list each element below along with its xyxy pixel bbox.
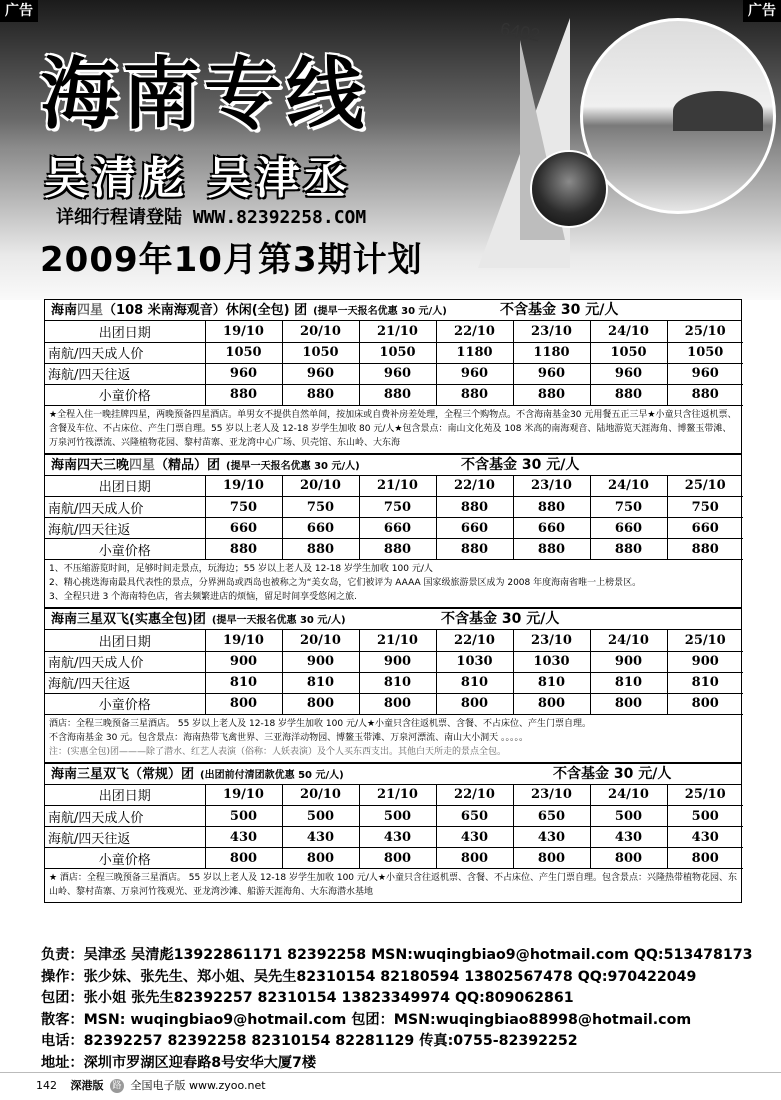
price-row bbox=[45, 848, 743, 869]
date-cell: 24/10 bbox=[590, 785, 667, 806]
price-cell: 800 bbox=[667, 693, 743, 714]
price-cell: 880 bbox=[513, 539, 590, 560]
tour-note bbox=[45, 715, 741, 763]
price-cell: 880 bbox=[590, 384, 667, 405]
ad-tag-right: 广告 bbox=[743, 0, 781, 22]
edition-label: 深港版 bbox=[70, 1079, 104, 1092]
price-cell: 1050 bbox=[282, 342, 359, 363]
price-cell: 660 bbox=[513, 518, 590, 539]
date-cell: 23/10 bbox=[513, 476, 590, 497]
price-cell: 500 bbox=[359, 806, 436, 827]
price-row-label: 小童价格 bbox=[45, 693, 205, 714]
price-cell: 960 bbox=[667, 363, 743, 384]
date-cell: 22/10 bbox=[436, 321, 513, 342]
price-cell: 800 bbox=[436, 848, 513, 869]
price-cell: 500 bbox=[205, 806, 282, 827]
price-cell: 800 bbox=[282, 693, 359, 714]
date-row-label: 出团日期 bbox=[45, 476, 205, 497]
tour-title-title-b: （精品）团 bbox=[155, 457, 221, 473]
tour-title-title-a: 海南三星双飞（常规）团 bbox=[51, 766, 195, 782]
price-cell: 880 bbox=[436, 539, 513, 560]
price-cell: 810 bbox=[513, 672, 590, 693]
price-cell: 880 bbox=[436, 384, 513, 405]
price-cell: 660 bbox=[205, 518, 282, 539]
price-cell: 960 bbox=[590, 363, 667, 384]
price-cell: 900 bbox=[590, 651, 667, 672]
fund-note: 不含基金 30 元/人 bbox=[553, 765, 672, 782]
price-cell: 660 bbox=[667, 518, 743, 539]
footer-site: 全国电子版 www.zyoo.net bbox=[130, 1079, 266, 1092]
tour-note-line: 注：(实惠全包)团———除了潜水、红艺人表演（俗称：人妖表演）及个人买东西支出。其他白天所走的景点全包。 bbox=[49, 746, 507, 757]
price-cell: 810 bbox=[590, 672, 667, 693]
price-row bbox=[45, 827, 743, 848]
price-cell: 430 bbox=[667, 827, 743, 848]
hero-plan: 2009年10月第3期计划 bbox=[40, 240, 423, 280]
price-row-label: 海航/四天往返 bbox=[45, 672, 205, 693]
date-cell: 20/10 bbox=[282, 476, 359, 497]
date-cell: 23/10 bbox=[513, 630, 590, 651]
price-row-label: 小童价格 bbox=[45, 848, 205, 869]
price-row bbox=[45, 539, 743, 560]
contact-block bbox=[41, 945, 761, 1074]
date-cell: 25/10 bbox=[667, 476, 743, 497]
hero-title: 海南专线 bbox=[40, 49, 369, 140]
island-shape bbox=[673, 91, 763, 131]
price-cell: 500 bbox=[282, 806, 359, 827]
price-cell: 800 bbox=[590, 693, 667, 714]
date-cell: 21/10 bbox=[359, 630, 436, 651]
price-table bbox=[45, 476, 743, 561]
price-cell: 880 bbox=[205, 384, 282, 405]
tour-title bbox=[45, 609, 741, 630]
tour-note-line: 2、精心挑选海南最具代表性的景点，分界洲岛或西岛也被称之为“美女岛，它们被评为 AAAA 国家级旅游景区成为 2008 年度海南省唯一上榜景区。 bbox=[49, 578, 642, 588]
price-cell: 1180 bbox=[513, 342, 590, 363]
price-row bbox=[45, 672, 743, 693]
price-cell: 810 bbox=[359, 672, 436, 693]
contact-line: 散客：MSN: wuqingbiao9@hotmail.com 包团：MSN:wuqingbiao88998@hotmail.com bbox=[41, 1011, 692, 1028]
price-cell: 810 bbox=[205, 672, 282, 693]
price-row-label: 南航/四天成人价 bbox=[45, 497, 205, 518]
price-cell: 900 bbox=[205, 651, 282, 672]
beach-circle-photo bbox=[580, 18, 776, 214]
price-cell: 880 bbox=[590, 539, 667, 560]
price-cell: 880 bbox=[205, 539, 282, 560]
price-cell: 430 bbox=[282, 827, 359, 848]
tour-title-title-a: 海南三星双飞(实惠全包)团 bbox=[51, 612, 206, 627]
page-number: 142 bbox=[36, 1079, 57, 1092]
price-cell: 660 bbox=[282, 518, 359, 539]
price-cell: 800 bbox=[513, 848, 590, 869]
price-cell: 1050 bbox=[667, 342, 743, 363]
price-cell: 960 bbox=[513, 363, 590, 384]
tour-title bbox=[45, 300, 741, 321]
date-cell: 24/10 bbox=[590, 630, 667, 651]
price-table bbox=[45, 785, 743, 870]
price-cell: 960 bbox=[282, 363, 359, 384]
tour-title bbox=[45, 764, 741, 785]
date-cell: 22/10 bbox=[436, 630, 513, 651]
tour-title-title-note: (提早一天报名优惠 30 元/人) bbox=[211, 615, 346, 626]
price-cell: 1050 bbox=[590, 342, 667, 363]
price-row-label: 南航/四天成人价 bbox=[45, 342, 205, 363]
tour-note: ★ 酒店：全程三晚预备三星酒店。 55 岁以上老人及 12-18 岁学生加收 100 元/人★小童只含往返机票、含餐、不占床位、产生门票自理。包含景点：兴隆热带植物花园、东山岭、黎村苗寨、万泉河竹筏观光、亚龙湾沙滩、船游天涯海角、大东海潜水基地 bbox=[49, 873, 737, 897]
price-cell: 960 bbox=[359, 363, 436, 384]
price-cell: 880 bbox=[282, 384, 359, 405]
hero-names: 吴清彪 吴津丞 bbox=[44, 153, 352, 204]
price-cell: 810 bbox=[667, 672, 743, 693]
tour-title-title-note: (出团前付清团款优惠 50 元/人) bbox=[200, 769, 344, 781]
date-row-label: 出团日期 bbox=[45, 785, 205, 806]
tour-title-title-gray: 四星 bbox=[129, 457, 156, 473]
price-cell: 800 bbox=[590, 848, 667, 869]
tour-note-line: 不含海南基金 30 元。包含景点：海南热带飞禽世界、三亚海洋动物园、博鳌玉带滩、万泉河漂流、南山大小洞天 。。。。。 bbox=[49, 732, 529, 743]
date-cell: 25/10 bbox=[667, 630, 743, 651]
price-cell: 1030 bbox=[513, 651, 590, 672]
date-cell: 20/10 bbox=[282, 785, 359, 806]
price-cell: 900 bbox=[359, 651, 436, 672]
fund-note: 不含基金 30 元/人 bbox=[441, 611, 560, 627]
price-row-label: 海航/四天往返 bbox=[45, 518, 205, 539]
date-cell: 19/10 bbox=[205, 785, 282, 806]
price-row bbox=[45, 518, 743, 539]
date-cell: 25/10 bbox=[667, 321, 743, 342]
contact-line: 电话：82392257 82392258 82310154 82281129 传真:0755-82392252 bbox=[41, 1033, 578, 1049]
price-row-label: 海航/四天往返 bbox=[45, 363, 205, 384]
price-cell: 430 bbox=[513, 827, 590, 848]
date-cell: 19/10 bbox=[205, 321, 282, 342]
tour-section bbox=[44, 455, 742, 610]
price-cell: 880 bbox=[359, 384, 436, 405]
price-cell: 960 bbox=[436, 363, 513, 384]
ad-tag-left: 广告 bbox=[0, 0, 38, 22]
price-row-label: 南航/四天成人价 bbox=[45, 651, 205, 672]
tour-price-tables bbox=[44, 299, 742, 903]
tour-title-title-gray: 四星 bbox=[77, 303, 104, 318]
price-row bbox=[45, 651, 743, 672]
tour-section bbox=[44, 609, 742, 764]
date-cell: 22/10 bbox=[436, 476, 513, 497]
date-row bbox=[45, 785, 743, 806]
price-row bbox=[45, 384, 743, 405]
price-cell: 900 bbox=[282, 651, 359, 672]
price-cell: 750 bbox=[667, 497, 743, 518]
price-cell: 1180 bbox=[436, 342, 513, 363]
price-cell: 810 bbox=[282, 672, 359, 693]
price-cell: 900 bbox=[667, 651, 743, 672]
price-cell: 660 bbox=[359, 518, 436, 539]
hero-website: 详细行程请登陆 WWW.82392258.COM bbox=[56, 207, 367, 228]
tour-title-title-b: （108 米南海观音）休闲(全包) 团 bbox=[103, 303, 308, 318]
price-cell: 800 bbox=[436, 693, 513, 714]
price-cell: 880 bbox=[513, 497, 590, 518]
date-cell: 23/10 bbox=[513, 785, 590, 806]
date-row bbox=[45, 321, 743, 342]
tour-title bbox=[45, 455, 741, 476]
tour-title-title-a: 海南四天三晚 bbox=[51, 457, 130, 473]
tour-note-line: 3、全程只进 3 个海南特色店，省去频繁进店的烦恼，留足时间享受悠闲之旅. bbox=[49, 592, 358, 602]
tour-section bbox=[44, 764, 742, 904]
zyoo-logo-icon: 路 bbox=[110, 1079, 124, 1093]
price-cell: 430 bbox=[359, 827, 436, 848]
price-cell: 800 bbox=[282, 848, 359, 869]
price-cell: 500 bbox=[590, 806, 667, 827]
price-table bbox=[45, 630, 743, 715]
date-cell: 21/10 bbox=[359, 476, 436, 497]
price-cell: 430 bbox=[590, 827, 667, 848]
tour-note bbox=[45, 560, 741, 608]
price-cell: 800 bbox=[205, 693, 282, 714]
price-cell: 1050 bbox=[205, 342, 282, 363]
price-row bbox=[45, 363, 743, 384]
date-cell: 21/10 bbox=[359, 785, 436, 806]
page-footer bbox=[0, 1072, 781, 1100]
price-cell: 650 bbox=[436, 806, 513, 827]
date-cell: 24/10 bbox=[590, 321, 667, 342]
price-cell: 880 bbox=[667, 384, 743, 405]
price-cell: 750 bbox=[205, 497, 282, 518]
date-row-label: 出团日期 bbox=[45, 630, 205, 651]
date-cell: 23/10 bbox=[513, 321, 590, 342]
fund-note: 不含基金 30 元/人 bbox=[500, 302, 619, 318]
contact-line: 包团：张小姐 张先生82392257 82310154 13823349974 QQ:809062861 bbox=[41, 990, 574, 1006]
price-cell: 650 bbox=[513, 806, 590, 827]
price-cell: 750 bbox=[282, 497, 359, 518]
price-row-label: 海航/四天往返 bbox=[45, 827, 205, 848]
price-cell: 880 bbox=[436, 497, 513, 518]
dancer-circle-photo bbox=[530, 150, 608, 228]
price-cell: 960 bbox=[205, 363, 282, 384]
tour-note: ★全程入住一晚挂牌四星，两晚预备四星酒店。单男女不提供自然单间，按加床或自费补房差处理，全程三个购物点。不含海南基金30 元用餐五正三早★小童只含往返机票、含餐及车位、不占床位、产生门票自理。55 岁以上老人及 12-18 岁学生加收 80 元/人★包含景点：南山文化苑及 108 米高的南海观音、陆地游览天涯海角、博鳌玉带滩、万泉河竹筏漂流、兴隆植物花园、黎村苗寨、亚龙湾中心广场、贝壳馆、东山岭、大东海 bbox=[45, 406, 741, 454]
date-cell: 25/10 bbox=[667, 785, 743, 806]
date-cell: 21/10 bbox=[359, 321, 436, 342]
price-cell: 660 bbox=[590, 518, 667, 539]
price-cell: 880 bbox=[359, 539, 436, 560]
price-cell: 430 bbox=[436, 827, 513, 848]
price-cell: 880 bbox=[667, 539, 743, 560]
contact-line: 负责：吴津丞 吴清彪13922861171 82392258 MSN:wuqingbiao9@hotmail.com QQ:513478173 bbox=[41, 947, 753, 963]
price-row bbox=[45, 806, 743, 827]
date-cell: 22/10 bbox=[436, 785, 513, 806]
price-cell: 880 bbox=[513, 384, 590, 405]
tour-title-title-a: 海南 bbox=[51, 303, 78, 318]
price-cell: 660 bbox=[436, 518, 513, 539]
price-row bbox=[45, 497, 743, 518]
price-row bbox=[45, 342, 743, 363]
date-cell: 24/10 bbox=[590, 476, 667, 497]
price-cell: 800 bbox=[667, 848, 743, 869]
date-row-label: 出团日期 bbox=[45, 321, 205, 342]
date-cell: 20/10 bbox=[282, 630, 359, 651]
sail-number: 6402 bbox=[498, 18, 542, 46]
price-cell: 1050 bbox=[359, 342, 436, 363]
price-cell: 430 bbox=[205, 827, 282, 848]
price-row-label: 南航/四天成人价 bbox=[45, 806, 205, 827]
date-cell: 19/10 bbox=[205, 476, 282, 497]
price-row-label: 小童价格 bbox=[45, 384, 205, 405]
price-cell: 800 bbox=[205, 848, 282, 869]
price-cell: 750 bbox=[590, 497, 667, 518]
price-cell: 1030 bbox=[436, 651, 513, 672]
tour-note-line: 1、不压缩游览时间，足够时间走景点，玩海边；55 岁以上老人及 12-18 岁学生加收 100 元/人 bbox=[49, 564, 433, 574]
date-cell: 19/10 bbox=[205, 630, 282, 651]
price-cell: 800 bbox=[359, 848, 436, 869]
date-cell: 20/10 bbox=[282, 321, 359, 342]
tour-title-title-note: (提早一天报名优惠 30 元/人) bbox=[313, 306, 447, 317]
price-cell: 800 bbox=[513, 693, 590, 714]
date-row bbox=[45, 630, 743, 651]
fund-note: 不含基金 30 元/人 bbox=[461, 456, 580, 473]
price-cell: 750 bbox=[359, 497, 436, 518]
price-cell: 880 bbox=[282, 539, 359, 560]
price-row-label: 小童价格 bbox=[45, 539, 205, 560]
price-table bbox=[45, 321, 743, 406]
price-row bbox=[45, 693, 743, 714]
contact-line: 操作：张少妹、张先生、郑小姐、吴先生82310154 82180594 13802567478 QQ:970422049 bbox=[41, 968, 697, 985]
tour-title-title-note: (提早一天报名优惠 30 元/人) bbox=[226, 460, 360, 472]
contact-line: 地址：深圳市罗湖区迎春路8号安华大厦7楼 bbox=[41, 1054, 317, 1071]
hero-banner bbox=[0, 0, 781, 300]
price-cell: 500 bbox=[667, 806, 743, 827]
tour-note-line: 酒店：全程三晚预备三星酒店。 55 岁以上老人及 12-18 岁学生加收 100 元/人★小童只含往返机票、含餐、不占床位、产生门票自理。 bbox=[49, 718, 592, 729]
price-cell: 810 bbox=[436, 672, 513, 693]
price-cell: 800 bbox=[359, 693, 436, 714]
date-row bbox=[45, 476, 743, 497]
tour-section bbox=[44, 299, 742, 455]
